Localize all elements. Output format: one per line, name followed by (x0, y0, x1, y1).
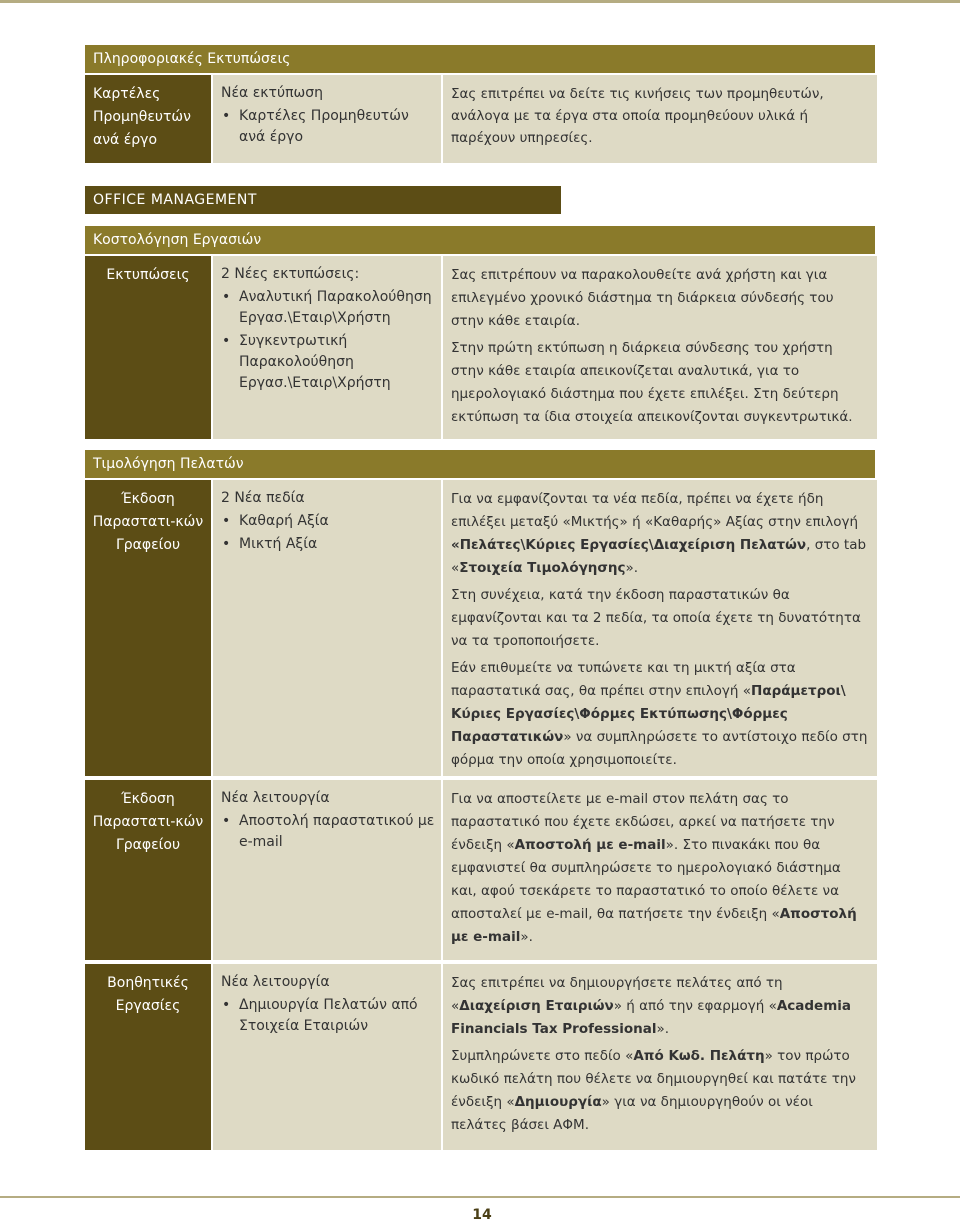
row-label: Εκτυπώσεις (85, 256, 211, 439)
page-number: 14 (472, 1207, 492, 1223)
description-text: Σας επιτρέπει να δείτε τις κινήσεις των προμηθευτών, ανάλογα με τα έργα στα οποία προμηθεύουν υλικά ή παρέχουν υπηρεσίες. (451, 86, 824, 146)
table-row (85, 75, 877, 163)
row-features (213, 480, 441, 776)
text-run: , στο tab « (451, 537, 867, 576)
description-text (451, 788, 869, 949)
row-features (213, 256, 441, 439)
row-features (213, 75, 441, 163)
text-run: Για να εμφανίζονται τα νέα πεδία, πρέπει να έχετε ήδη επιλέξει μεταξύ «Μικτής» ή «Καθαρής» Αξίας στην επιλογή (451, 491, 859, 530)
description-text (451, 657, 869, 772)
text-run: ». (625, 560, 639, 576)
row-features (213, 964, 441, 1150)
table-row (85, 480, 877, 776)
text-run: » ή από την εφαρμογή « (613, 998, 777, 1014)
row-label: Έκδοση Παραστατι-κών Γραφείου (85, 480, 211, 776)
description-text: Σας επιτρέπουν να παρακολουθείτε ανά χρήστη και για επιλεγμένο χρονικό διάστημα τη διάρκεια σύνδεσής του στην κάθε εταιρία. (451, 267, 834, 329)
row-label: Βοηθητικές Εργασίες (85, 964, 211, 1150)
text-run: » να συμπληρώσετε το αντίστοιχο πεδίο στη φόρμα την οποία χρησιμοποιείτε. (451, 729, 868, 768)
text-run: ». Στο πινακάκι που θα εμφανιστεί θα συμπληρώσετε το ημερολογιακό διάστημα και, αφού τσεκάρετε το παραστατικό το οποίο θέλετε να αποσταλεί με e-mail, θα πατήσετε την ένδειξη « (451, 837, 841, 922)
menu-path: Διαχείριση Εταιριών (459, 998, 614, 1014)
list-item: • Μικτή Αξία (239, 534, 435, 555)
text-run: » για να δημιουργηθούν οι νέοι πελάτες βάσει ΑΦΜ. (451, 1094, 813, 1133)
description-text: Στη συνέχεια, κατά την έκδοση παραστατικών θα εμφανίζονται και τα 2 πεδία, τα οποία έχετε τη δυνατότητα να τα τροποποιήσετε. (451, 587, 861, 649)
feature-list (221, 811, 435, 853)
text-run: Σας επιτρέπει να δημιουργήσετε πελάτες από τη « (451, 975, 783, 1014)
button-name: Αποστολή με e-mail (451, 906, 857, 945)
row-description (443, 780, 877, 960)
text-run: ». (520, 929, 533, 945)
list-item: • Καθαρή Αξία (239, 511, 435, 532)
feature-heading: Νέα εκτύπωση (221, 85, 323, 101)
list-item: • Συγκεντρωτική Παρακολούθηση Εργασ.\Εταιρ\Χρήστη (239, 331, 435, 394)
list-item: • Καρτέλες Προμηθευτών ανά έργο (239, 106, 435, 148)
text-run: ». (656, 1021, 670, 1037)
feature-list (221, 995, 435, 1037)
feature-heading: 2 Νέες εκτυπώσεις: (221, 266, 360, 282)
description-text (451, 1045, 869, 1137)
feature-list (221, 511, 435, 555)
description-text (451, 488, 869, 580)
section-title-client-invoicing: Τιμολόγηση Πελατών (85, 450, 875, 478)
feature-list (221, 106, 435, 148)
top-rule (0, 0, 960, 3)
text-run: Συμπληρώνετε στο πεδίο « (451, 1048, 634, 1064)
button-name: Δημιουργία (514, 1094, 602, 1110)
menu-path: Παράμετροι\ Κύριες Εργασίες\Φόρμες Εκτύπωσης\Φόρμες Παραστατικών (451, 683, 846, 745)
button-name: Αποστολή με e-mail (514, 837, 666, 853)
tab-name: Στοιχεία Τιμολόγησης (459, 560, 626, 576)
text-run: » τον πρώτο κωδικό πελάτη που θέλετε να δημιουργηθεί και πατάτε την ένδειξη « (451, 1048, 856, 1110)
table-row (85, 780, 877, 960)
feature-heading: Νέα λειτουργία (221, 974, 330, 990)
row-description (443, 480, 877, 776)
row-description (443, 75, 877, 163)
description-text: Στην πρώτη εκτύπωση η διάρκεια σύνδεσης του χρήστη στην κάθε εταιρία απεικονίζεται αναλυτικά, για το ημερολογιακό διάστημα που έχετε επιλέξει. Στη δεύτερη εκτύπωση τα ίδια στοιχεία απεικονίζονται συγκεντρωτικά. (451, 340, 853, 425)
row-features (213, 780, 441, 960)
table-row (85, 964, 877, 1150)
bottom-rule (0, 1196, 960, 1198)
row-label: Καρτέλες Προμηθευτών ανά έργο (85, 75, 211, 163)
section-title-info-prints: Πληροφοριακές Εκτυπώσεις (85, 45, 875, 73)
row-label: Έκδοση Παραστατι-κών Γραφείου (85, 780, 211, 960)
feature-heading: Νέα λειτουργία (221, 790, 330, 806)
list-item: • Αποστολή παραστατικού με e-mail (239, 811, 435, 853)
office-management-title: OFFICE MANAGEMENT (85, 186, 561, 214)
list-item: • Δημιουργία Πελατών από Στοιχεία Εταιριών (239, 995, 435, 1037)
row-description (443, 256, 877, 439)
description-text (451, 972, 869, 1041)
list-item: • Αναλυτική Παρακολούθηση Εργασ.\Εταιρ\Χρήστη (239, 287, 435, 329)
text-run: Για να αποστείλετε με e-mail στον πελάτη σας το παραστατικό που έχετε εκδώσει, αρκεί να πατήσετε την ένδειξη « (451, 791, 835, 853)
text-run: Εάν επιθυμείτε να τυπώνετε και τη μικτή αξία στα παραστατικά σας, θα πρέπει στην επιλογή « (451, 660, 796, 699)
row-description (443, 964, 877, 1150)
feature-heading: 2 Νέα πεδία (221, 490, 305, 506)
menu-path: «Πελάτες\Κύριες Εργασίες\Διαχείριση Πελατών (451, 537, 807, 553)
section-title-job-costing: Κοστολόγηση Εργασιών (85, 226, 875, 254)
table-row (85, 256, 877, 439)
feature-list (221, 287, 435, 394)
field-name: Από Κωδ. Πελάτη (633, 1048, 765, 1064)
app-name: Academia Financials Tax Professional (451, 998, 852, 1037)
